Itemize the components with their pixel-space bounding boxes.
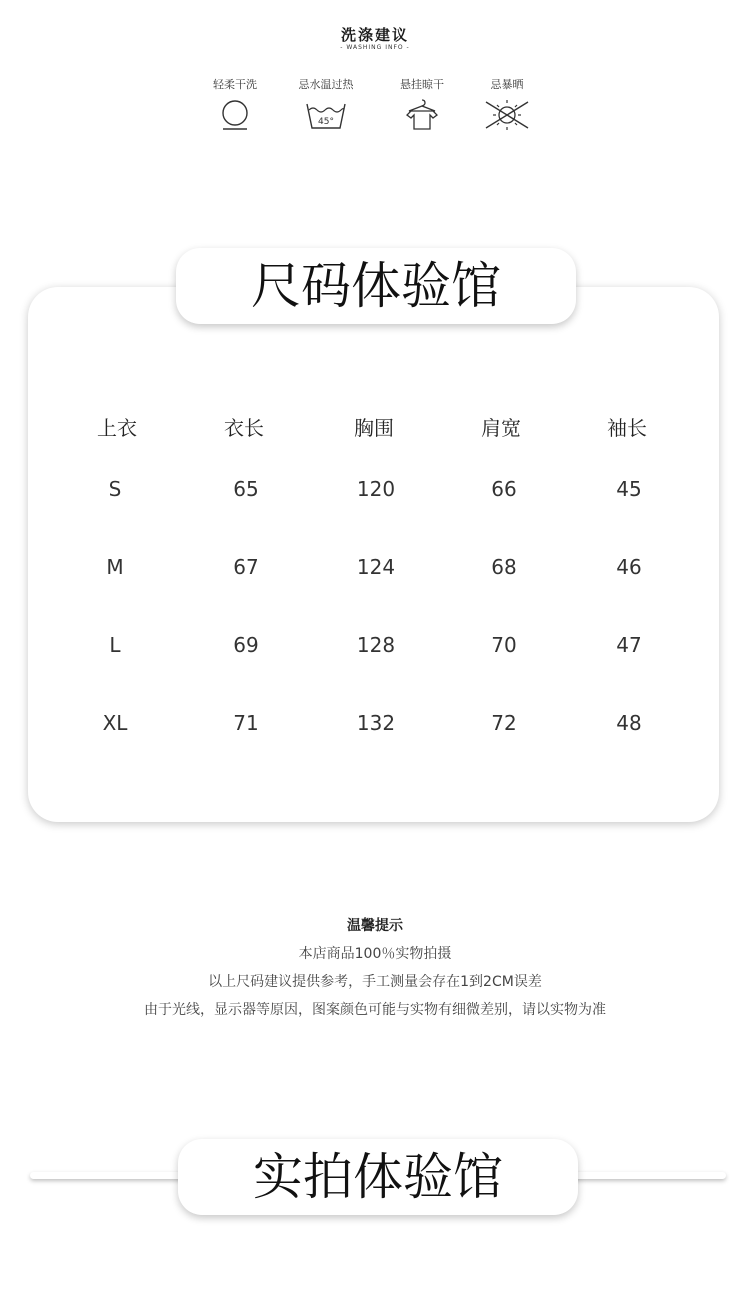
size-header: 胸围 (354, 416, 394, 440)
wash-45-icon (303, 98, 349, 132)
notes-line: 由于光线，显示器等原因，图案颜色可能与实物有细微差别，请以实物为准 (144, 1002, 606, 1018)
size-cell: 65 (233, 477, 259, 501)
size-cell: 69 (233, 633, 259, 657)
size-card (28, 287, 719, 822)
wash-temp-text: 45° (318, 117, 334, 127)
size-cell: 72 (491, 711, 517, 735)
wash-label: 轻柔干洗 (213, 78, 257, 91)
size-cell: 70 (491, 633, 517, 657)
photo-section-title: 实拍体验馆 (178, 1139, 578, 1215)
size-cell: 128 (356, 633, 396, 657)
size-cell: M (106, 555, 124, 579)
size-cell: 71 (233, 711, 259, 735)
wash-item-wash-45 (281, 78, 371, 132)
size-cell: 124 (356, 555, 396, 579)
size-cell: 68 (491, 555, 517, 579)
size-cell: 132 (356, 711, 396, 735)
size-header: 肩宽 (481, 416, 521, 440)
size-cell: S (108, 477, 122, 501)
size-cell: 46 (616, 555, 642, 579)
hang-dry-icon (399, 98, 445, 132)
size-section-title: 尺码体验馆 (176, 248, 576, 324)
size-cell: 66 (491, 477, 517, 501)
size-header: 上衣 (97, 416, 137, 440)
size-cell: 120 (356, 477, 396, 501)
size-cell: 45 (616, 477, 642, 501)
washing-title: 洗涤建议 (340, 26, 409, 44)
no-sun-icon (484, 98, 530, 132)
wash-item-no-sun (462, 78, 552, 132)
wash-item-hang-dry (377, 78, 467, 132)
size-header: 袖长 (607, 416, 647, 440)
notes-title: 温馨提示 (347, 918, 403, 934)
notes-line: 以上尺码建议提供参考，手工测量会存在1到2CM误差 (208, 974, 542, 990)
washing-subtitle: - WASHING INFO - (340, 44, 410, 51)
wash-label: 忌暴晒 (490, 78, 524, 91)
wash-label: 忌水温过热 (298, 78, 354, 91)
size-cell: 47 (616, 633, 642, 657)
wash-label: 悬挂晾干 (400, 78, 444, 91)
size-cell: L (109, 633, 121, 657)
notes-line: 本店商品100％实物拍摄 (298, 946, 452, 962)
wash-item-dry-clean (190, 78, 280, 132)
size-header: 衣长 (224, 416, 264, 440)
size-cell: XL (102, 711, 128, 735)
notes-block (0, 915, 750, 1024)
size-cell: 67 (233, 555, 259, 579)
size-cell: 48 (616, 711, 642, 735)
dry-clean-icon (212, 98, 258, 132)
